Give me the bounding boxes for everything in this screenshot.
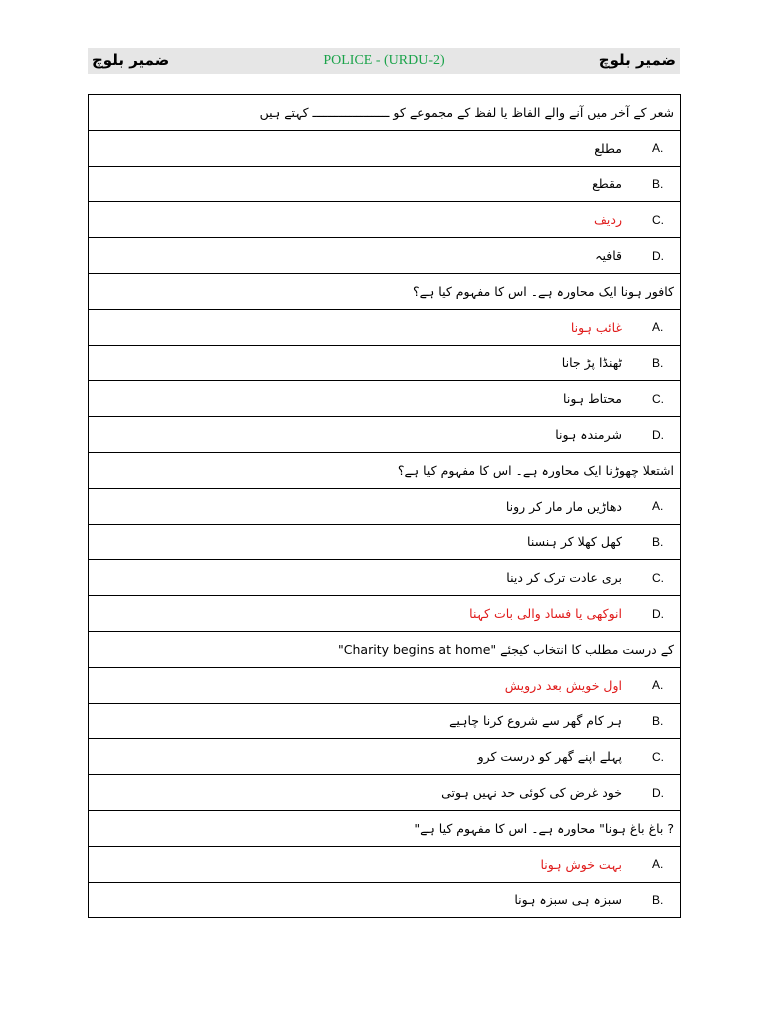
option-row — [89, 667, 681, 703]
option-content — [89, 704, 680, 739]
page-header — [88, 48, 680, 74]
option-cell — [89, 596, 681, 632]
option-cell — [89, 882, 681, 918]
option-content — [89, 847, 680, 882]
option-cell — [89, 202, 681, 238]
option-row — [89, 309, 681, 345]
option-letter: B. — [652, 713, 664, 728]
option-cell — [89, 560, 681, 596]
question-row — [89, 452, 681, 488]
option-row — [89, 381, 681, 417]
option-letter: B. — [652, 534, 664, 549]
option-letter: C. — [652, 570, 664, 585]
option-text: بری عادت ترک کر دینا — [506, 570, 622, 586]
mcq-table — [88, 94, 681, 918]
option-text: ٹھنڈا پڑ جانا — [561, 355, 622, 371]
correct-option-text: غائب ہونا — [570, 319, 622, 335]
option-cell — [89, 166, 681, 202]
option-cell — [89, 417, 681, 453]
option-text: دھاڑیں مار مار کر رونا — [505, 498, 622, 514]
option-content — [89, 525, 680, 560]
question-text-urdu: کافور ہونا ایک محاورہ ہے۔ اس کا مفہوم کیا ہے؟ — [413, 283, 674, 299]
option-cell — [89, 775, 681, 811]
option-letter: C. — [652, 391, 664, 406]
correct-option-text: اول خویش بعد درویش — [504, 677, 622, 693]
question-row — [89, 631, 681, 667]
option-row — [89, 524, 681, 560]
question-cell — [89, 810, 681, 846]
option-text: کھل کھلا کر ہنسنا — [527, 534, 622, 550]
option-content — [89, 417, 680, 452]
question-text-urdu: اشتعلا چھوڑنا ایک محاورہ ہے۔ اس کا مفہوم کیا ہے؟ — [397, 462, 674, 478]
option-content — [89, 560, 680, 595]
question-text-english: "Charity begins at home" — [338, 641, 497, 657]
option-cell — [89, 309, 681, 345]
option-cell — [89, 238, 681, 274]
option-row — [89, 560, 681, 596]
option-cell — [89, 703, 681, 739]
author-name-left: ضمیر بلوچ — [92, 51, 170, 69]
option-cell — [89, 488, 681, 524]
correct-option-text: انوکھی یا فساد والی بات کہنا — [469, 606, 622, 622]
option-letter: D. — [652, 785, 664, 800]
question-row — [89, 273, 681, 309]
option-row — [89, 596, 681, 632]
option-content — [89, 310, 680, 345]
option-content — [89, 238, 680, 273]
option-row — [89, 703, 681, 739]
option-content — [89, 739, 680, 774]
option-text: سبزہ ہی سبزہ ہونا — [514, 892, 622, 908]
option-letter: B. — [652, 355, 664, 370]
option-row — [89, 775, 681, 811]
option-letter: D. — [652, 427, 664, 442]
option-content — [89, 883, 680, 918]
option-letter: D. — [652, 606, 664, 621]
option-cell — [89, 667, 681, 703]
question-row — [89, 95, 681, 131]
mcq-table-body — [89, 95, 681, 918]
option-cell — [89, 524, 681, 560]
option-letter: A. — [652, 320, 664, 335]
option-text: قافیہ — [595, 248, 622, 264]
option-cell — [89, 739, 681, 775]
option-cell — [89, 345, 681, 381]
option-letter: A. — [652, 857, 664, 872]
option-text: خود غرض کی کوئی حد نہیں ہوتی — [441, 785, 622, 801]
question-cell — [89, 631, 681, 667]
option-letter: B. — [652, 176, 664, 191]
option-letter: C. — [652, 749, 664, 764]
option-cell — [89, 381, 681, 417]
option-letter: A. — [652, 499, 664, 514]
option-content — [89, 596, 680, 631]
option-letter: A. — [652, 141, 664, 156]
question-text-urdu: کے درست مطلب کا انتخاب کیجئے — [500, 641, 674, 657]
option-row — [89, 166, 681, 202]
author-name-right: ضمیر بلوچ — [598, 51, 676, 69]
question-text — [89, 642, 680, 657]
option-letter: B. — [652, 892, 664, 907]
option-content — [89, 346, 680, 381]
option-text: شرمندہ ہونا — [555, 427, 622, 443]
option-text: مطلع — [594, 140, 622, 156]
correct-option-text: بہت خوش ہونا — [540, 856, 622, 872]
question-row — [89, 810, 681, 846]
correct-option-text: ردیف — [593, 212, 622, 228]
option-text: محتاط ہونا — [563, 391, 622, 407]
question-text — [89, 821, 680, 836]
option-row — [89, 130, 681, 166]
option-row — [89, 202, 681, 238]
question-cell — [89, 273, 681, 309]
option-row — [89, 417, 681, 453]
question-cell — [89, 452, 681, 488]
option-text: ہر کام گھر سے شروع کرنا چاہیے — [449, 713, 622, 729]
option-letter: C. — [652, 212, 664, 227]
option-text: پہلے اپنے گھر کو درست کرو — [477, 749, 622, 765]
option-content — [89, 489, 680, 524]
option-content — [89, 668, 680, 703]
option-row — [89, 739, 681, 775]
option-letter: D. — [652, 248, 664, 263]
question-text — [89, 284, 680, 299]
option-row — [89, 238, 681, 274]
option-cell — [89, 846, 681, 882]
option-content — [89, 167, 680, 202]
option-row — [89, 882, 681, 918]
page-title: POLICE - (URDU-2) — [323, 53, 445, 68]
question-text-urdu: ? باغ باغ ہونا" محاورہ ہے۔ اس کا مفہوم کیا ہے" — [414, 820, 674, 836]
question-text — [89, 463, 680, 478]
option-content — [89, 202, 680, 237]
option-row — [89, 846, 681, 882]
option-text: مقطع — [592, 176, 622, 192]
option-letter: A. — [652, 678, 664, 693]
option-row — [89, 345, 681, 381]
question-cell — [89, 95, 681, 131]
option-cell — [89, 130, 681, 166]
option-content — [89, 381, 680, 416]
option-content — [89, 131, 680, 166]
question-text — [89, 105, 680, 120]
option-row — [89, 488, 681, 524]
option-content — [89, 775, 680, 810]
question-text-urdu: شعر کے آخر میں آنے والے الفاظ یا لفظ کے مجموعے کو ـــــــــــــــــــــ کہتے ہیں — [259, 104, 674, 120]
